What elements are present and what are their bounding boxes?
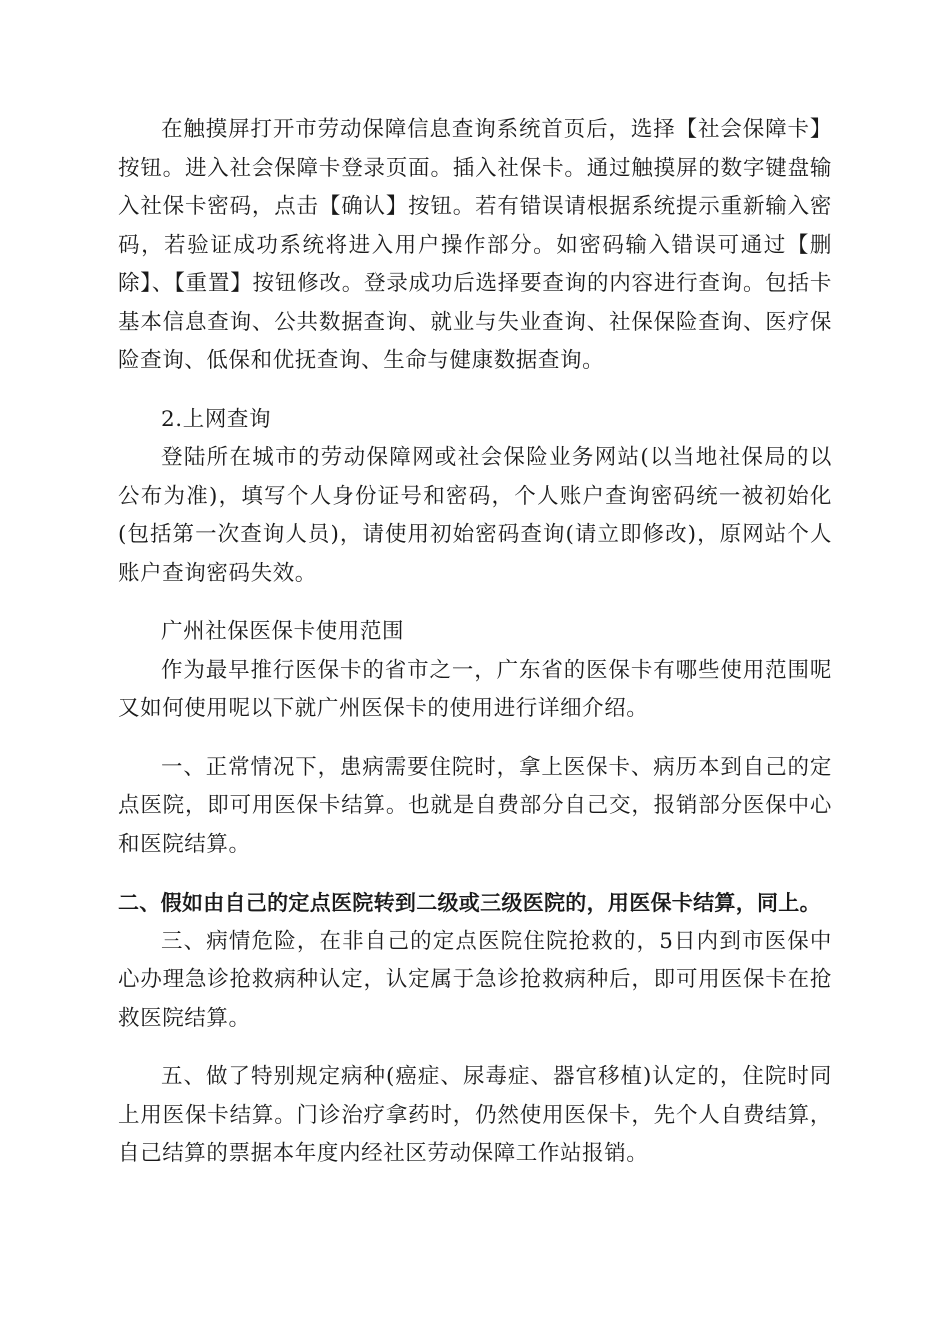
paragraph-touchscreen-query: 在触摸屏打开市劳动保障信息查询系统首页后，选择【社会保障卡】按钮。进入社会保障卡登录页面。插入社保卡。通过触摸屏的数字键盘输入社保卡密码，点击【确认】按钮。若有错误请根据系统提示重新输入密码，若验证成功系统将进入用户操作部分。如密码输入错误可通过【删除】、【重置】按钮修改。登录成功后选择要查询的内容进行查询。包括卡基本信息查询、公共数据查询、就业与失业查询、社保保险查询、医疗保险查询、低保和优抚查询、生命与健康数据查询。 [118, 117, 832, 373]
section-heading-guangzhou-scope: 广州社保医保卡使用范围 [161, 619, 405, 644]
paragraph-item-two-bold: 二、假如由自己的定点医院转到二级或三级医院的，用医保卡结算，同上。 [118, 891, 821, 915]
section-heading-online-query: 2.上网查询 [161, 406, 272, 432]
paragraph-online-query: 登陆所在城市的劳动保障网或社会保险业务网站(以当地社保局的以公布为准)，填写个人身份证号和密码，个人账户查询密码统一被初始化(包括第一次查询人员)，请使用初始密码查询(请立即修改)，原网站个人账户查询密码失效。 [118, 445, 832, 586]
paragraph-item-one: 一、正常情况下，患病需要住院时，拿上医保卡、病历本到自己的定点医院，即可用医保卡结算。也就是自费部分自己交，报销部分医保中心和医院结算。 [118, 754, 832, 857]
document-body [118, 111, 832, 1174]
paragraph-item-five: 五、做了特别规定病种(癌症、尿毒症、器官移植)认定的，住院时同上用医保卡结算。门诊治疗拿药时，仍然使用医保卡，先个人自费结算，自己结算的票据本年度内经社区劳动保障工作站报销。 [118, 1064, 832, 1166]
paragraph-item-three: 三、病情危险，在非自己的定点医院住院抢救的，5日内到市医保中心办理急诊抢救病种认定，认定属于急诊抢救病种后，即可用医保卡在抢救医院结算。 [118, 928, 832, 1031]
paragraph-intro: 作为最早推行医保卡的省市之一，广东省的医保卡有哪些使用范围呢又如何使用呢以下就广州医保卡的使用进行详细介绍。 [118, 657, 832, 721]
